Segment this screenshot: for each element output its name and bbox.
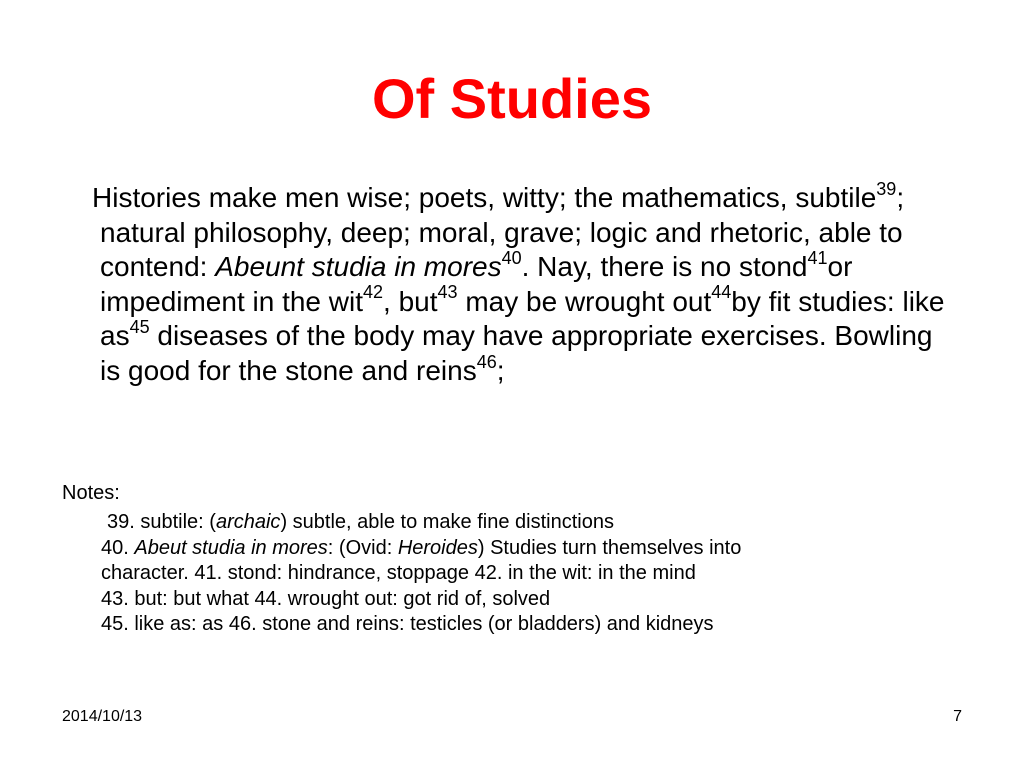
body-text-run: diseases of the body may have appropriate exercises. Bowling is good for the stone and reins [100, 320, 933, 386]
note-line: 45. like as: as 46. stone and reins: testicles (or bladders) and kidneys [101, 613, 714, 635]
footnote-ref-46: 46 [476, 351, 497, 372]
note-italic: Heroides [397, 536, 478, 559]
body-text-run: ; [496, 354, 505, 386]
body-text-run: by fit studies: like as [100, 285, 945, 352]
footer-date: 2014/10/13 [62, 708, 143, 725]
note-line: 43. but: but what 44. wrought out: got rid of, solved [101, 587, 551, 610]
footnote-ref-42: 42 [363, 282, 384, 303]
footnote-ref-44: 44 [711, 282, 732, 303]
notes-label: Notes: [62, 482, 120, 504]
notes-list [101, 510, 981, 638]
note-text: ) subtle, able to make fine distinctions [280, 511, 614, 533]
note-italic: archaic [215, 511, 281, 533]
footnote-ref-39: 39 [876, 178, 897, 199]
slide-title: Of Studies [371, 67, 653, 130]
note-text: 39. subtile: ( [107, 511, 216, 533]
footnote-ref-40: 40 [501, 247, 522, 268]
body-text-run: or impediment in the wit [100, 251, 853, 317]
note-line [101, 510, 981, 536]
body-text-run: , but [383, 285, 438, 317]
note-text: ) Studies turn themselves into [477, 536, 742, 559]
footnote-ref-43: 43 [437, 282, 458, 303]
note-text: 40. [101, 536, 135, 559]
body-text-run: Histories make men wise; poets, witty; the mathematics, subtile [92, 182, 877, 213]
body-text-run: ; natural philosophy, deep; moral, grave; logic and rhetoric, able to contend: [100, 182, 905, 283]
body-paragraph [92, 178, 950, 389]
note-line [101, 536, 981, 562]
latin-phrase: Abeunt studia in mores [215, 251, 502, 283]
footnote-ref-41: 41 [807, 247, 828, 268]
slide-number: 7 [953, 708, 962, 725]
note-italic: Abeut studia in mores [134, 536, 328, 559]
note-line: character. 41. stond: hindrance, stoppage 42. in the wit: in the mind [101, 562, 696, 584]
body-text-run: . Nay, there is no stond [521, 251, 808, 283]
body-text-run: may be wrought out [457, 285, 712, 317]
footnote-ref-45: 45 [129, 317, 150, 338]
note-text: : (Ovid: [327, 536, 398, 559]
body-text [92, 178, 950, 389]
